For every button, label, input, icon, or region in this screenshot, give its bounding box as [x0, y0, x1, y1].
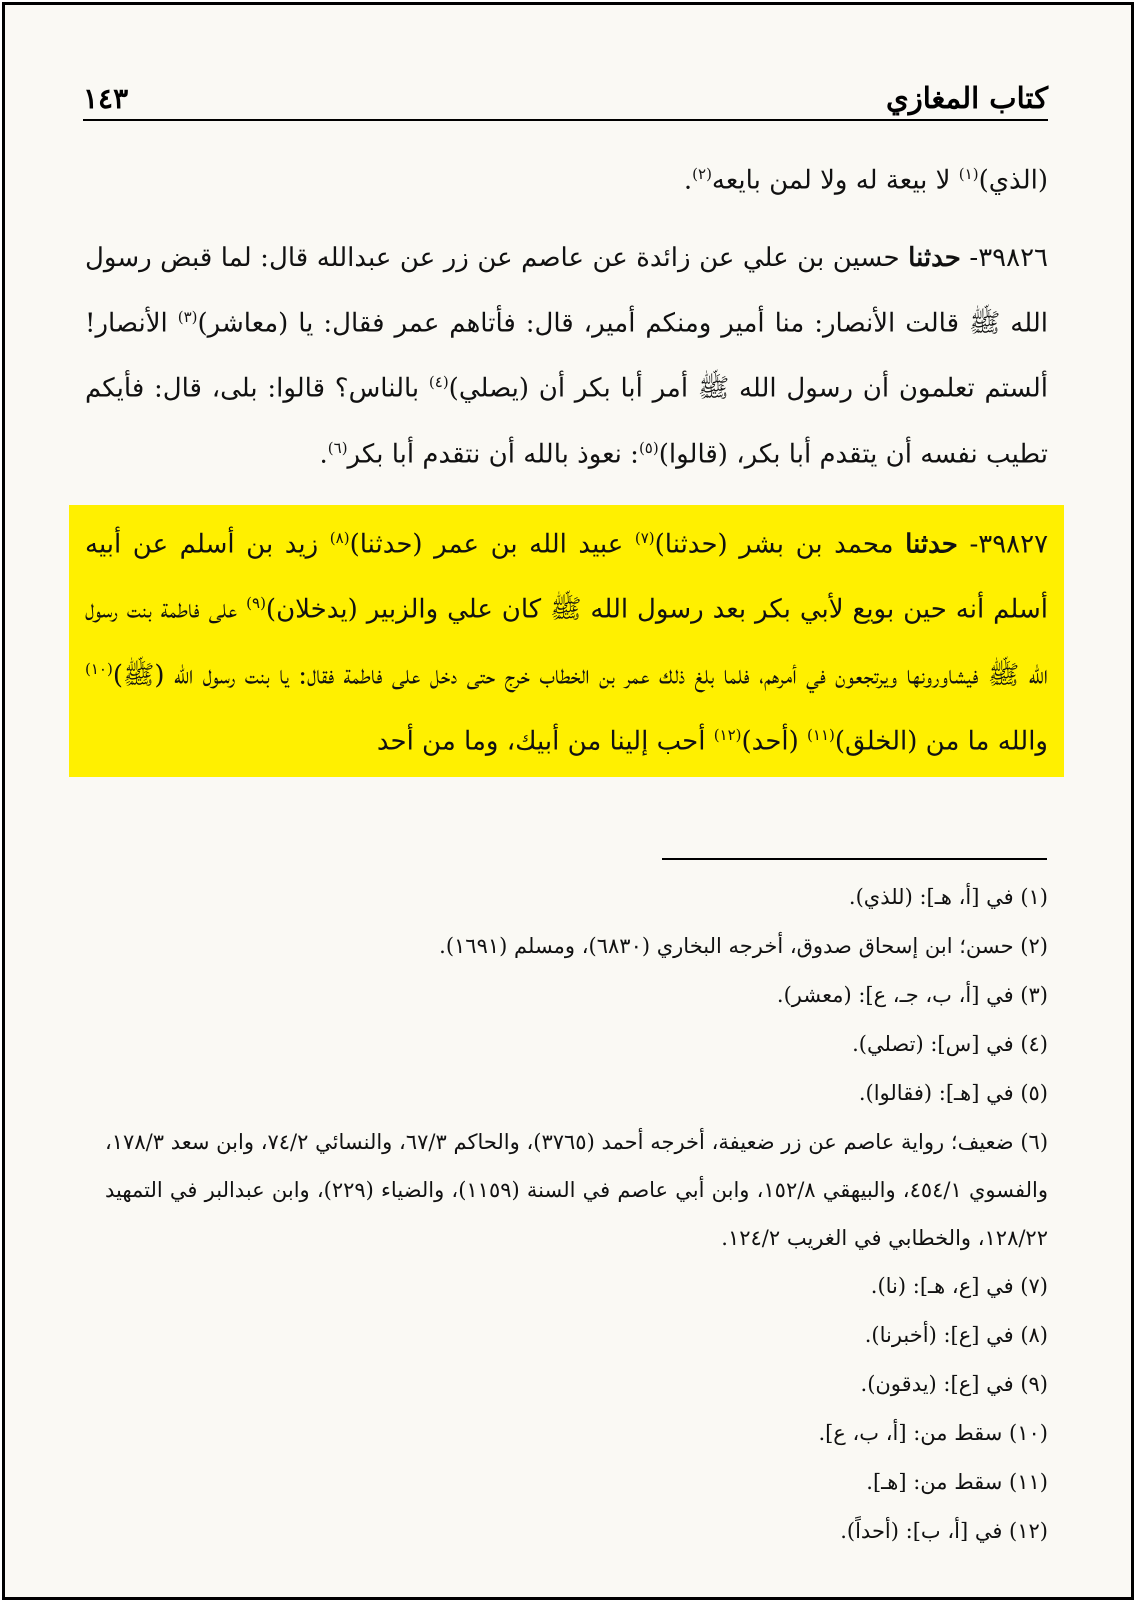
footnote-12: (١٢) في [أ، ب]: (أحداً). — [840, 1519, 1048, 1543]
text-span: لا بيعة له ولا لمن بايعه — [711, 165, 951, 196]
text-span: زيد بن أسلم عن أبيه أسلم أنه حين بويع لأبي بكر بعد رسول الله ﷺ كان علي والزبير (يدخلان) — [85, 529, 1049, 625]
footnote-ref: (٣) — [177, 307, 198, 326]
text-span: بالناس؟ قالوا: بلى، قال: فأيكم تطيب نفسه أن يتقدم أبا بكر، (قالوا) — [85, 373, 1048, 470]
hadith-39827-highlighted — [69, 505, 1064, 778]
footnote-8: (٨) في [ع]: (أخبرنا). — [864, 1323, 1048, 1347]
text-span: . — [683, 165, 693, 196]
footnote-ref: (٨) — [329, 528, 350, 547]
text-span: الأنصار! ألستم تعلمون أن رسول الله ﷺ أمر أبا بكر أن (يصلي) — [85, 308, 1048, 404]
text-span: محمد بن بشر (حدثنا) — [654, 529, 894, 560]
footnote-divider — [662, 858, 1047, 860]
footnote-6: (٦) ضعيف؛ رواية عاصم عن زر ضعيفة، أخرجه أحمد (٣٧٦٥)، والحاكم ٦٧/٣، والنسائي ٧٤/٢، وابن سعد ١٧٨/٣، والفسوي ٤٥٤/١، والبيهقي ١٥٢/٨، وابن أبي عاصم في السنة (١١٥٩)، والضياء (٢٢٩)، وابن عبدالبر في التمهيد ١٢٨/٢٢، والخطابي في الغريب ١٢٤/٢. — [105, 1130, 1049, 1250]
footnote-ref: (٥) — [638, 438, 659, 457]
footnote-ref: (١) — [958, 165, 979, 183]
footnote-ref: (١١) — [807, 725, 835, 744]
text-span: (أحد) — [741, 726, 799, 757]
book-page — [2, 2, 1134, 1600]
text-span: أحب إلينا من أبيك، وما من أحد — [376, 726, 706, 757]
footnote-11: (١١) سقط من: [هـ]. — [866, 1470, 1048, 1494]
footnote-ref: (٤) — [428, 373, 449, 392]
paragraph-continuation — [85, 145, 1048, 211]
hadith-number: ٣٩٨٢٧- — [969, 529, 1049, 560]
footnotes — [105, 873, 1048, 1556]
footnote-2: (٢) حسن؛ ابن إسحاق صدوق، أخرجه البخاري (٦٨٣٠)، ومسلم (١٦٩١). — [439, 934, 1048, 958]
text-span: عبيد الله بن عمر (حدثنا) — [349, 529, 624, 560]
footnote-ref: (٩) — [246, 594, 266, 613]
text-span: : نعوذ بالله أن نتقدم أبا بكر — [347, 439, 639, 470]
footnote-ref: (١٠) — [85, 659, 113, 678]
footnote-7: (٧) في [ع، هـ]: (نا). — [870, 1274, 1048, 1298]
page-header — [83, 77, 1048, 121]
page-number: ١٤٣ — [83, 82, 129, 115]
text-span: . — [319, 439, 328, 470]
footnote-10: (١٠) سقط من: [أ، ب، ع]. — [818, 1421, 1048, 1445]
text-span: حسين بن علي عن زائدة عن عاصم عن زر عن عبدالله قال: لما قبض رسول الله ﷺ قالت الأنصار: منا أمير ومنكم أمير، قال: فأتاهم عمر فقال: يا (معاشر) — [85, 242, 1049, 339]
hadith-39826 — [85, 229, 1048, 485]
footnote-1: (١) في [أ، هـ]: (للذي). — [848, 885, 1048, 909]
main-text — [85, 145, 1048, 777]
footnote-ref: (٧) — [634, 528, 655, 547]
footnote-3: (٣) في [أ، ب، جـ، ع]: (معشر). — [776, 983, 1048, 1007]
footnote-ref: (١٢) — [713, 725, 742, 744]
text-span: والله ما من (الخلق) — [834, 726, 1048, 757]
haddathana-label: حدثنا — [905, 529, 958, 560]
footnote-4: (٤) في [س]: (تصلي). — [852, 1032, 1048, 1056]
book-title: كتاب المغازي — [886, 81, 1048, 115]
footnote-ref: (٦) — [327, 438, 348, 457]
haddathana-label: حدثنا — [908, 242, 961, 273]
text-span: على فاطمة بنت رسول الله ﷺ فيشاورونها ويرتجعون في أمرهم، فلما بلغ ذلك عمر بن الخطاب خرج حتى دخل على فاطمة فقال: يا بنت رسول الله (ﷺ) — [85, 594, 1048, 691]
footnote-5: (٥) في [هـ]: (فقالوا). — [858, 1081, 1048, 1105]
footnote-9: (٩) في [ع]: (يدقون). — [860, 1372, 1048, 1396]
text-span: (الذي) — [978, 165, 1048, 196]
footnote-ref: (٢) — [692, 165, 712, 183]
hadith-number: ٣٩٨٢٦- — [969, 242, 1049, 273]
